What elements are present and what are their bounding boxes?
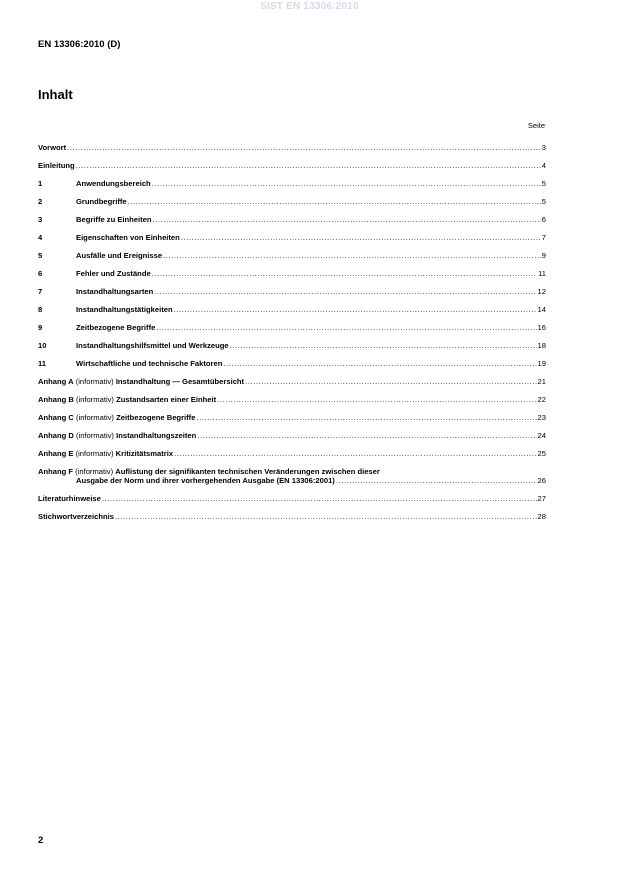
page-column-label: Seite bbox=[527, 121, 545, 130]
toc-entry-number: 1 bbox=[38, 179, 43, 188]
toc-entry-title: Eigenschaften von Einheiten bbox=[76, 233, 180, 242]
dot-leader bbox=[217, 395, 536, 404]
toc-entry-page: 9 bbox=[541, 251, 546, 260]
dot-leader bbox=[336, 476, 537, 485]
toc-entry-number: 5 bbox=[38, 251, 43, 260]
annex-prefix bbox=[38, 395, 116, 404]
dot-leader bbox=[197, 431, 536, 440]
dot-leader bbox=[163, 251, 541, 260]
toc-entry-page: 7 bbox=[541, 233, 546, 242]
toc-entry-annex-d[interactable] bbox=[38, 431, 546, 440]
toc-entry-page: 14 bbox=[537, 305, 546, 314]
toc-entry-section-3[interactable] bbox=[38, 215, 546, 224]
toc-entry-section-7[interactable] bbox=[38, 287, 546, 296]
toc-entry-page: 16 bbox=[537, 323, 546, 332]
toc-entry-title: Zeitbezogene Begriffe bbox=[116, 413, 196, 422]
annex-label: Anhang F bbox=[38, 467, 74, 476]
toc-entry-section-5[interactable] bbox=[38, 251, 546, 260]
toc-entry-annex-f[interactable] bbox=[38, 467, 546, 485]
document-id: EN 13306:2010 (D) bbox=[38, 39, 121, 50]
dot-leader bbox=[230, 341, 537, 350]
toc-entry-title: Instandhaltungstätigkeiten bbox=[76, 305, 173, 314]
watermark: SIST EN 13306:2010 bbox=[260, 1, 359, 12]
annex-type: (informativ) bbox=[75, 413, 114, 422]
annex-prefix bbox=[38, 467, 115, 476]
toc-entry-annex-c[interactable] bbox=[38, 413, 546, 422]
annex-prefix bbox=[38, 431, 116, 440]
dot-leader bbox=[223, 359, 536, 368]
toc-entry-number: 4 bbox=[38, 233, 43, 242]
annex-type: (informativ) bbox=[75, 431, 114, 440]
toc-entry-title: Grundbegriffe bbox=[76, 197, 127, 206]
toc-entry-number: 11 bbox=[38, 359, 47, 368]
toc-entry-number: 9 bbox=[38, 323, 43, 332]
toc-entry-stichwortverzeichnis[interactable] bbox=[38, 512, 546, 521]
toc-entry-number: 6 bbox=[38, 269, 43, 278]
toc-entry-page: 19 bbox=[537, 359, 546, 368]
toc-entry-title: Stichwortverzeichnis bbox=[38, 512, 114, 521]
toc-entry-literaturhinweise[interactable] bbox=[38, 494, 546, 503]
toc-entry-title: Instandhaltungsarten bbox=[76, 287, 154, 296]
dot-leader bbox=[115, 512, 537, 521]
toc-entry-title: Wirtschaftliche und technische Faktoren bbox=[76, 359, 223, 368]
annex-prefix bbox=[38, 449, 116, 458]
annex-type: (informativ) bbox=[75, 449, 114, 458]
toc-entry-section-11[interactable] bbox=[38, 359, 546, 368]
toc-entry-section-10[interactable] bbox=[38, 341, 546, 350]
annex-f-block bbox=[38, 467, 546, 485]
toc-entry-page: 27 bbox=[537, 494, 546, 503]
toc-entry-title: Instandhaltungszeiten bbox=[116, 431, 197, 440]
toc-entry-page: 22 bbox=[537, 395, 546, 404]
toc-entry-number: 8 bbox=[38, 305, 43, 314]
toc-entry-title: Zeitbezogene Begriffe bbox=[76, 323, 156, 332]
toc-entry-title: Instandhaltungshilfsmittel und Werkzeuge bbox=[76, 341, 229, 350]
toc-entry-page: 18 bbox=[537, 341, 546, 350]
toc-entry-title: Vorwort bbox=[38, 143, 67, 152]
table-of-contents bbox=[38, 143, 546, 530]
dot-leader bbox=[174, 449, 536, 458]
toc-entry-title: Literaturhinweise bbox=[38, 494, 101, 503]
dot-leader bbox=[128, 197, 541, 206]
toc-entry-title: Kritizitätsmatrix bbox=[115, 449, 174, 458]
annex-f-line-2 bbox=[38, 476, 546, 485]
toc-entry-annex-b[interactable] bbox=[38, 395, 546, 404]
annex-prefix bbox=[38, 413, 116, 422]
toc-entry-page: 28 bbox=[537, 512, 546, 521]
toc-entry-title: Instandhaltung — Gesamtübersicht bbox=[115, 377, 245, 386]
dot-leader bbox=[154, 287, 536, 296]
annex-label: Anhang C bbox=[38, 413, 74, 422]
dot-leader bbox=[102, 494, 537, 503]
toc-entry-page: 25 bbox=[537, 449, 546, 458]
toc-entry-number: 7 bbox=[38, 287, 43, 296]
annex-type: (informativ) bbox=[75, 467, 114, 476]
toc-entry-title: Begriffe zu Einheiten bbox=[76, 215, 152, 224]
toc-entry-page: 6 bbox=[541, 215, 546, 224]
toc-entry-number: 10 bbox=[38, 341, 47, 350]
annex-label: Anhang A bbox=[38, 377, 74, 386]
toc-entry-number: 2 bbox=[38, 197, 43, 206]
dot-leader bbox=[174, 305, 537, 314]
toc-entry-vorwort[interactable] bbox=[38, 143, 546, 152]
annex-type: (informativ) bbox=[75, 395, 114, 404]
annex-label: Anhang B bbox=[38, 395, 74, 404]
toc-entry-page: 3 bbox=[541, 143, 546, 152]
dot-leader bbox=[196, 413, 536, 422]
dot-leader bbox=[181, 233, 541, 242]
toc-entry-section-1[interactable] bbox=[38, 179, 546, 188]
toc-entry-title: Anwendungsbereich bbox=[76, 179, 151, 188]
annex-label: Anhang D bbox=[38, 431, 74, 440]
toc-entry-page: 5 bbox=[541, 179, 546, 188]
toc-entry-annex-e[interactable] bbox=[38, 449, 546, 458]
dot-leader bbox=[245, 377, 536, 386]
dot-leader bbox=[152, 179, 541, 188]
toc-entry-page: 26 bbox=[537, 476, 546, 485]
toc-entry-page: 23 bbox=[537, 413, 546, 422]
toc-entry-annex-a[interactable] bbox=[38, 377, 546, 386]
toc-entry-title-line-1: Auflistung der signifikanten technischen Veränderungen zwischen dieser bbox=[115, 467, 380, 476]
toc-entry-page: 12 bbox=[537, 287, 546, 296]
toc-entry-title: Ausfälle und Ereignisse bbox=[76, 251, 163, 260]
toc-entry-section-2[interactable] bbox=[38, 197, 546, 206]
annex-label: Anhang E bbox=[38, 449, 74, 458]
dot-leader bbox=[152, 269, 537, 278]
toc-entry-einleitung[interactable] bbox=[38, 161, 546, 170]
toc-title: Inhalt bbox=[38, 87, 73, 102]
toc-entry-title-line-2: Ausgabe der Norm und ihrer vorhergehenden Ausgabe (EN 13306:2001) bbox=[76, 476, 335, 485]
toc-entry-page: 4 bbox=[541, 161, 546, 170]
toc-entry-section-4[interactable] bbox=[38, 233, 546, 242]
toc-entry-page: 5 bbox=[541, 197, 546, 206]
page-number: 2 bbox=[38, 835, 44, 846]
dot-leader bbox=[76, 161, 541, 170]
dot-leader bbox=[67, 143, 541, 152]
dot-leader bbox=[153, 215, 541, 224]
toc-entry-title: Fehler und Zustände bbox=[76, 269, 151, 278]
toc-entry-section-8[interactable] bbox=[38, 305, 546, 314]
annex-type: (informativ) bbox=[75, 377, 114, 386]
toc-entry-section-9[interactable] bbox=[38, 323, 546, 332]
toc-entry-page: 11 bbox=[538, 269, 546, 278]
toc-entry-title: Einleitung bbox=[38, 161, 75, 170]
annex-prefix bbox=[38, 377, 116, 386]
toc-entry-title: Zustandsarten einer Einheit bbox=[116, 395, 217, 404]
annex-f-line-1 bbox=[38, 467, 546, 476]
dot-leader bbox=[156, 323, 536, 332]
toc-entry-section-6[interactable] bbox=[38, 269, 546, 278]
toc-entry-page: 24 bbox=[537, 431, 546, 440]
toc-entry-page: 21 bbox=[537, 377, 546, 386]
toc-entry-number: 3 bbox=[38, 215, 43, 224]
